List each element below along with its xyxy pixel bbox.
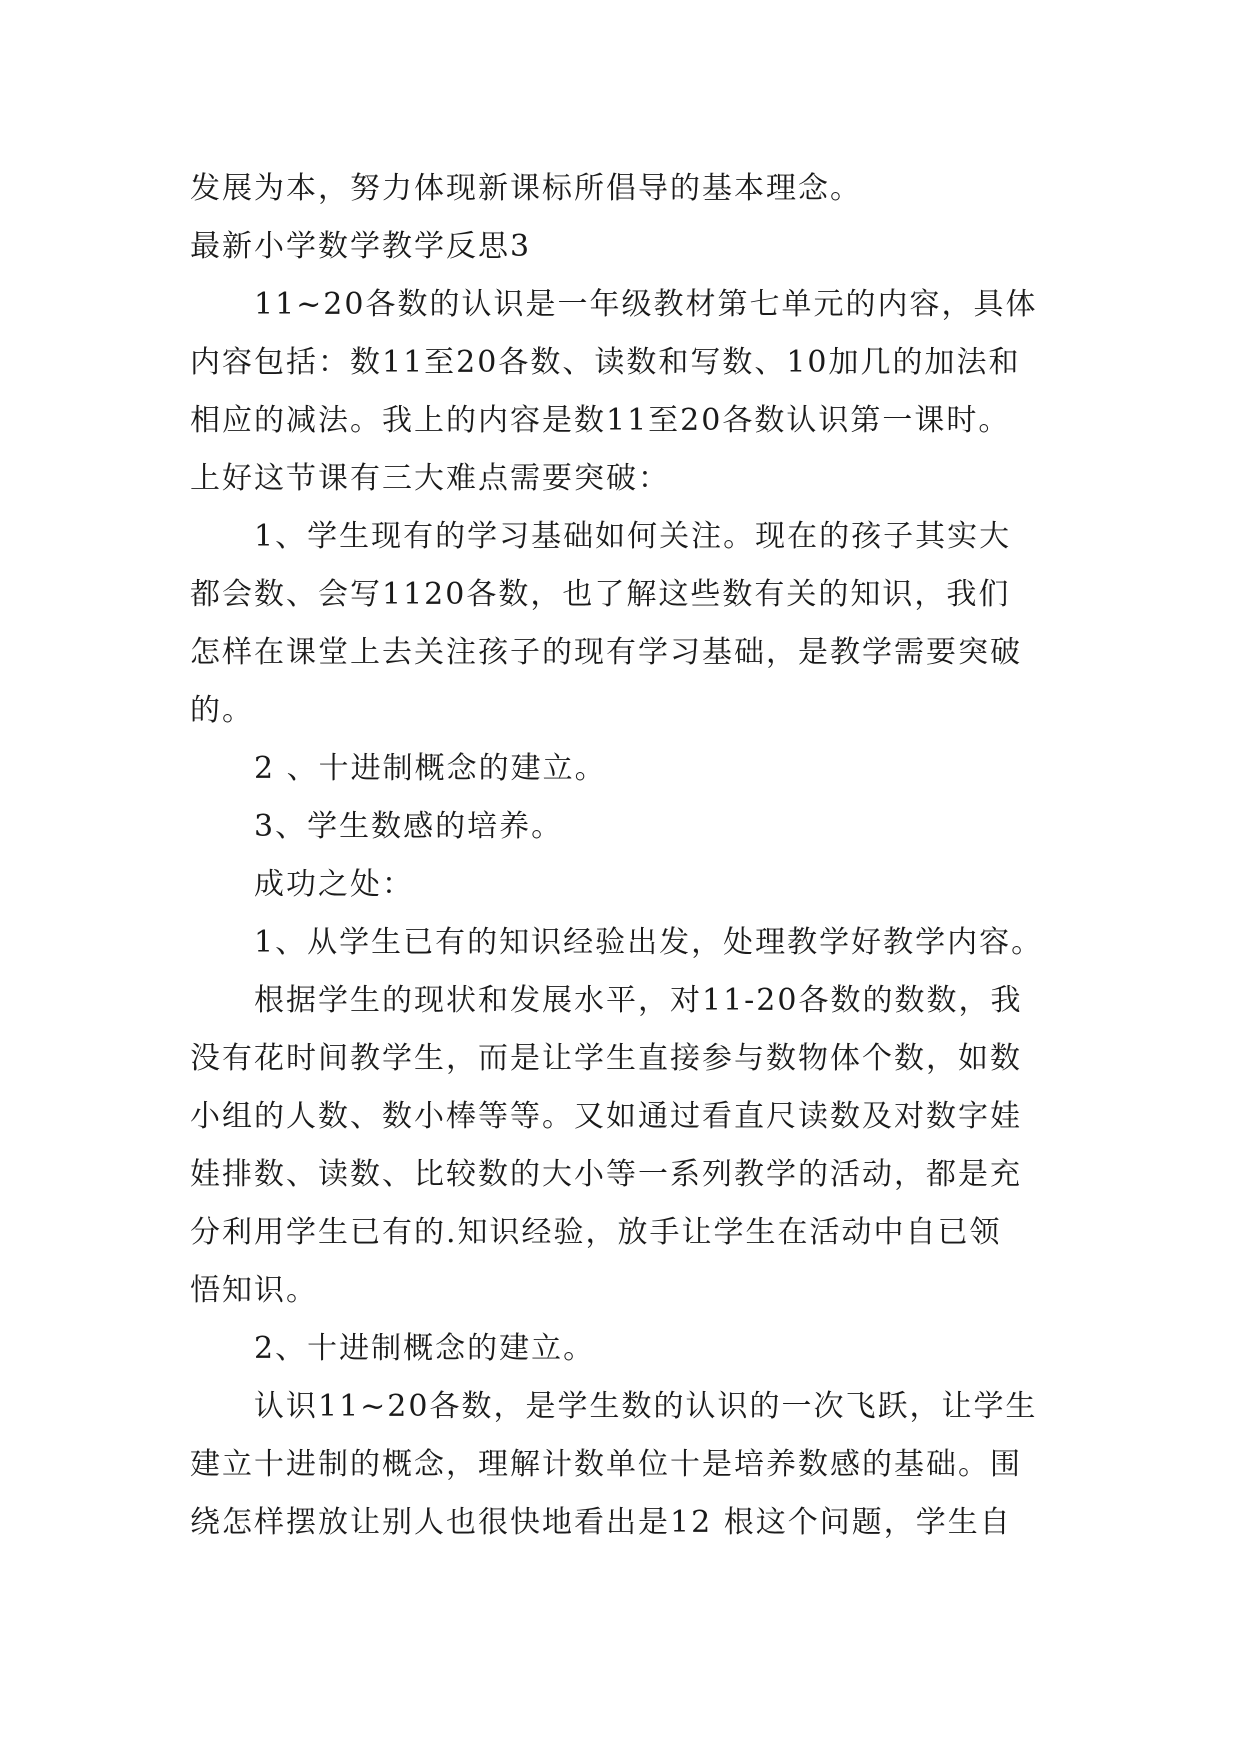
text-line: 发展为本，努力体现新课标所倡导的基本理念。 <box>190 171 862 206</box>
text-line: 的。 <box>190 693 254 728</box>
text-line: 1、从学生已有的知识经验出发，处理教学好教学内容。 <box>254 925 1044 960</box>
text-line: 2、十进制概念的建立。 <box>254 1331 596 1366</box>
text-line: 悟知识。 <box>190 1273 318 1308</box>
text-line: 上好这节课有三大难点需要突破： <box>190 461 670 496</box>
text-line: 都会数、会写1120各数，也了解这些数有关的知识，我们 <box>190 577 1011 612</box>
text-line: 建立十进制的概念，理解计数单位十是培养数感的基础。围 <box>190 1447 1022 1482</box>
text-line: 分利用学生已有的.知识经验，放手让学生在活动中自已领 <box>190 1215 1002 1250</box>
text-line: 没有花时间教学生，而是让学生直接参与数物体个数，如数 <box>190 1041 1022 1076</box>
text-line: 1、学生现有的学习基础如何关注。现在的孩子其实大 <box>254 519 1012 554</box>
text-line: 2 、十进制概念的建立。 <box>254 751 607 786</box>
text-line: 小组的人数、数小棒等等。又如通过看直尺读数及对数字娃 <box>190 1099 1022 1134</box>
document-body <box>190 160 1060 1552</box>
text-line: 怎样在课堂上去关注孩子的现有学习基础，是教学需要突破 <box>190 635 1022 670</box>
text-line: 相应的减法。我上的内容是数11至20各数认识第一课时。 <box>190 403 1011 438</box>
text-line: 根据学生的现状和发展水平，对11-20各数的数数，我 <box>254 983 1023 1018</box>
text-line: 成功之处： <box>254 867 414 902</box>
text-line: 11~20各数的认识是一年级教材第七单元的内容，具体 <box>254 287 1038 322</box>
text-line: 娃排数、读数、比较数的大小等一系列教学的活动，都是充 <box>190 1157 1022 1192</box>
text-line: 3、学生数感的培养。 <box>254 809 564 844</box>
section-heading: 最新小学数学教学反思3 <box>190 229 532 264</box>
text-line: 认识11~20各数，是学生数的认识的一次飞跃，让学生 <box>254 1389 1038 1424</box>
text-line: 内容包括：数11至20各数、读数和写数、10加几的加法和 <box>190 345 1021 380</box>
text-line: 绕怎样摆放让别人也很快地看出是12 根这个问题，学生自 <box>190 1505 1012 1540</box>
